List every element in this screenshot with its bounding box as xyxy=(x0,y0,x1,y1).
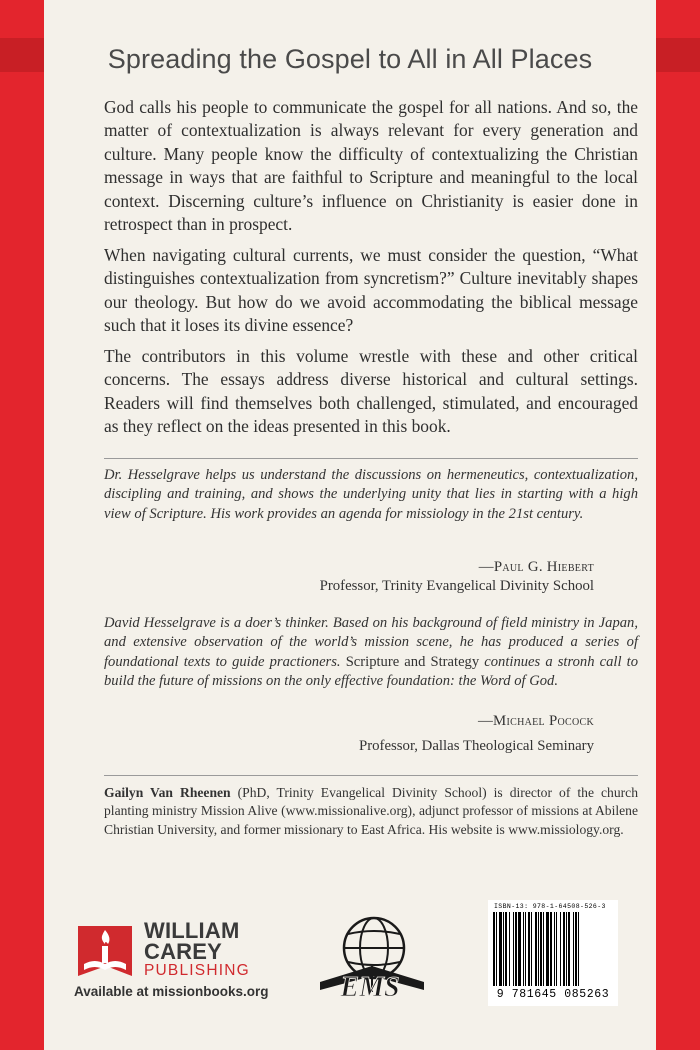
endorsement-1-name: —Paul G. Hiebert xyxy=(478,559,594,575)
author-name: Gailyn Van Rheenen xyxy=(104,785,231,800)
barcode-bar xyxy=(518,912,521,986)
endorsement-2-text xyxy=(104,614,638,691)
ems-logo-text: EMS xyxy=(340,972,400,1003)
author-bio-text: (PhD, Trinity Evangelical Divinity School) is director of the church planting ministry Mission Alive (www.missionalive.org), adjunct professor of missions at Abilene Christian University, and former missionary to East Africa. His website is www.missiology.org. xyxy=(104,785,638,837)
divider-bottom xyxy=(104,775,638,776)
publisher-name-line-2: CAREY xyxy=(144,939,223,964)
left-border xyxy=(0,0,44,1050)
globe-book-icon xyxy=(312,912,432,1004)
content-panel xyxy=(44,0,656,1050)
barcode-bar xyxy=(525,912,526,986)
paragraph-1: God calls his people to communicate the gospel for all nations. And so, the matter of contextualization is always relevant for every generation and culture. Many people know the difficulty of contextualizing the Christian message in ways that are faithful to Scripture and meaningful to the local context. Discerning culture’s influence on Christianity is easier done in retrospect than in prospect. xyxy=(104,97,638,235)
barcode-bar xyxy=(578,912,579,986)
endorsement-2-text-a: David Hesselgrave is a doer’s thinker. Based on his background of field ministry in Japan, and extensive observation of the world’s mission scene, he has produced a series of foundational texts to guide practioners. xyxy=(104,615,638,670)
barcode-bar xyxy=(523,912,524,986)
endorsement-1-text: Dr. Hesselgrave helps us understand the discussions on hermeneutics, contextualization, discipling and training, and shows the underlying unity that lies in starting with a high view of Scripture. His work provides an agenda for missiology in the 21st century. xyxy=(104,467,638,522)
paragraph-3: The contributors in this volume wrestle with these and other critical concerns. The essays address diverse historical and cultural settings. Readers will find themselves both challenged, stimulated, and encouraged as they reflect on the ideas presented in this book. xyxy=(104,346,638,437)
barcode-bar xyxy=(528,912,530,986)
barcode-bar xyxy=(496,912,497,986)
barcode-bar xyxy=(503,912,504,986)
endorsement-2-text-c: continues a stronh call to build the future of missions on the only effective foundation: the Word of God. xyxy=(104,653,638,689)
barcode-bar xyxy=(554,912,555,986)
barcode-bars xyxy=(492,912,614,988)
endorsement-2-affiliation: Professor, Dallas Theological Seminary xyxy=(358,738,594,754)
divider-top xyxy=(104,458,638,459)
torch-book-icon xyxy=(74,920,136,982)
availability-text: Available at missionbooks.org xyxy=(74,984,269,999)
endorsement-1-affiliation: Professor, Trinity Evangelical Divinity School xyxy=(319,578,594,594)
barcode-bar xyxy=(531,912,532,986)
barcode-bar xyxy=(568,912,570,986)
barcode-bar xyxy=(566,912,567,986)
page-title: Spreading the Gospel to All in All Places xyxy=(107,44,593,74)
barcode xyxy=(488,900,618,1006)
barcode-bar xyxy=(550,912,552,986)
barcode-bar xyxy=(573,912,574,986)
barcode-bar xyxy=(540,912,542,986)
barcode-bar xyxy=(505,912,507,986)
barcode-bar xyxy=(515,912,517,986)
barcode-bar xyxy=(575,912,577,986)
barcode-bar xyxy=(535,912,537,986)
barcode-bar xyxy=(546,912,549,986)
barcode-bar xyxy=(509,912,510,986)
barcode-bar xyxy=(499,912,502,986)
barcode-bar xyxy=(563,912,565,986)
barcode-top-text: ISBN-13: 978-1-64508-526-3 xyxy=(494,903,606,910)
author-bio xyxy=(104,784,638,839)
endorsement-2-book-title: Scripture and Strategy xyxy=(340,653,485,670)
barcode-number: 9 781645 085263 xyxy=(496,988,610,1001)
barcode-bar xyxy=(513,912,514,986)
barcode-bar xyxy=(556,912,557,986)
barcode-bar xyxy=(543,912,544,986)
publisher-name-line-1: WILLIAM xyxy=(144,918,240,943)
barcode-bar xyxy=(538,912,539,986)
publisher-name xyxy=(144,920,239,962)
publisher-name-line-3: PUBLISHING xyxy=(144,962,250,979)
endorsement-2-name: —Michael Pocock xyxy=(477,713,594,729)
right-border xyxy=(656,0,700,1050)
barcode-bar xyxy=(493,912,495,986)
paragraph-2: When navigating cultural currents, we must consider the question, “What distinguishes contextualization from syncretism?” Culture inevitably shapes our theology. But how do we avoid accommodating the biblical message such that it loses its divine essence? xyxy=(104,245,638,336)
barcode-bar xyxy=(560,912,561,986)
